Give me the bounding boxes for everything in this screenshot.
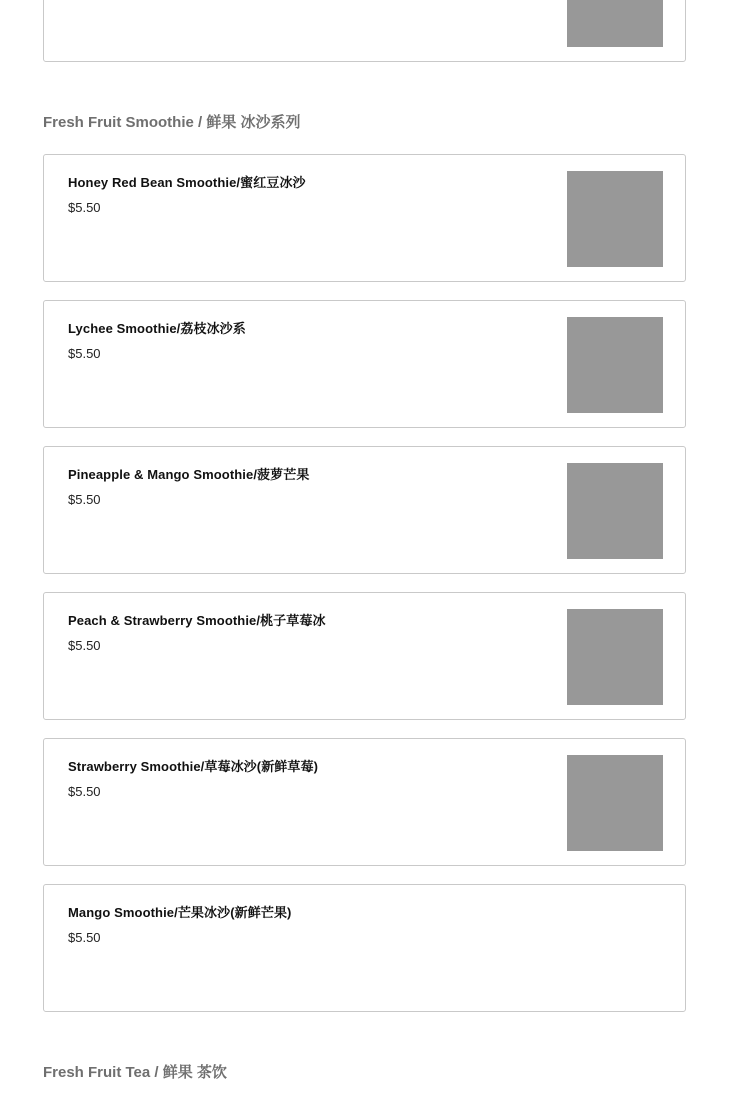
menu-item-card-partial[interactable] [43,0,686,62]
item-image-placeholder [567,609,663,705]
item-image-placeholder [567,0,663,47]
item-image-placeholder [567,755,663,851]
item-name: Strawberry Smoothie/草莓冰沙(新鲜草莓) [68,759,319,774]
item-name: Pineapple & Mango Smoothie/菠萝芒果 [68,467,310,482]
item-name: Honey Red Bean Smoothie/蜜红豆冰沙 [68,175,306,190]
menu-item-card[interactable] [43,446,686,574]
menu-item-card[interactable] [43,884,686,1012]
item-price: $5.50 [68,346,101,361]
item-price: $5.50 [68,200,101,215]
item-price: $5.50 [68,492,101,507]
menu-item-card[interactable] [43,154,686,282]
section-title-fresh-fruit-tea: Fresh Fruit Tea / 鲜果 茶饮 [43,1064,227,1081]
menu-item-card[interactable] [43,592,686,720]
item-price: $5.50 [68,930,101,945]
section-title-fresh-fruit-smoothie: Fresh Fruit Smoothie / 鲜果 冰沙系列 [43,114,301,131]
item-price: $5.50 [68,638,101,653]
menu-item-card[interactable] [43,300,686,428]
item-image-placeholder [567,463,663,559]
item-name: Lychee Smoothie/荔枝冰沙系 [68,321,246,336]
menu-item-card[interactable] [43,738,686,866]
item-name: Peach & Strawberry Smoothie/桃子草莓冰 [68,613,326,628]
item-image-placeholder [567,171,663,267]
item-name: Mango Smoothie/芒果冰沙(新鲜芒果) [68,905,292,920]
item-price: $5.50 [68,784,101,799]
item-image-placeholder [567,317,663,413]
